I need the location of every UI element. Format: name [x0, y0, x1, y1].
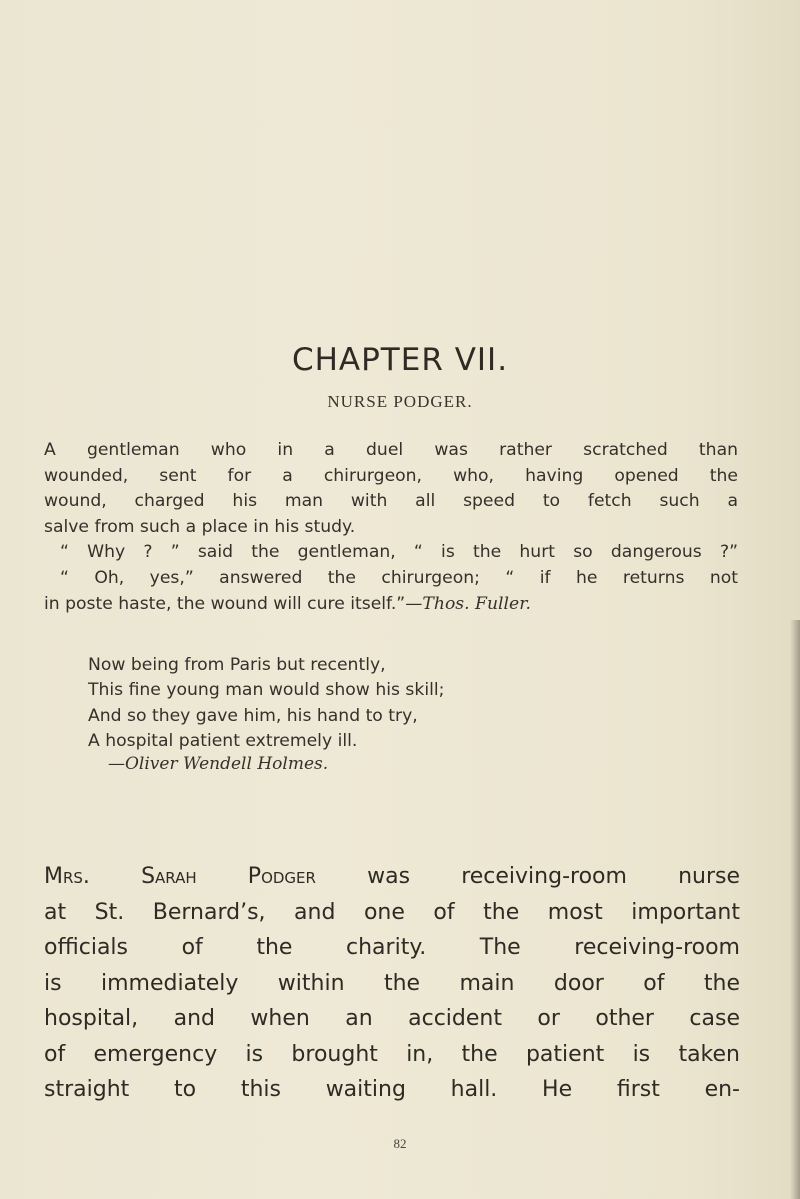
body-paragraph	[44, 859, 740, 1108]
verse-line: And so they gave him, his hand to try,	[88, 705, 418, 726]
chapter-subtitle: NURSE PODGER.	[327, 392, 473, 411]
body-line: is immediately within the main door of the	[44, 970, 740, 996]
verse-line: This fine young man would show his skill;	[88, 680, 445, 701]
body-line: straight to this waiting hall. He first en-	[44, 1077, 740, 1102]
verse-attribution: —Oliver Wendell Holmes.	[108, 754, 329, 774]
body-line: at St. Bernard’s, and one of the most important	[44, 899, 740, 925]
body-line: hospital, and when an accident or other case	[44, 1006, 740, 1031]
epigraph-line: “ Oh, yes,” answered the chirurgeon; “ if he returns not	[60, 567, 738, 588]
epigraph-line: A gentleman who in a duel was rather scratched than	[44, 440, 738, 460]
epigraph-line-text: in poste haste, the wound will cure itself.”—	[44, 593, 423, 614]
epigraph-line: salve from such a place in his study.	[44, 516, 356, 537]
verse-line: A hospital patient extremely ill.	[88, 731, 358, 752]
chapter-title: CHAPTER VII.	[291, 342, 509, 378]
epigraph-line-with-attribution	[44, 592, 738, 618]
epigraph-verse	[88, 653, 444, 755]
page-edge-shadow	[790, 620, 800, 1199]
epigraph-line: wounded, sent for a chirurgeon, who, having opened the	[44, 465, 738, 486]
page-number: 82	[393, 1136, 407, 1151]
epigraph-line: wound, charged his man with all speed to fetch such a	[44, 491, 738, 512]
epigraph-prose-attribution: Thos. Fuller.	[422, 593, 531, 614]
epigraph-line: “ Why ? ” said the gentleman, “ is the hurt so dangerous ?”	[60, 542, 738, 563]
verse-line: Now being from Paris but recently,	[88, 655, 386, 675]
body-line: officials of the charity. The receiving-room	[44, 935, 740, 960]
opening-name: Mrs. Sarah Podger	[44, 864, 316, 889]
epigraph-prose	[44, 438, 738, 617]
opening-line-rest: was receiving-room nurse	[315, 864, 740, 889]
body-line	[44, 859, 740, 895]
body-line: of emergency is brought in, the patient is taken	[44, 1041, 740, 1067]
